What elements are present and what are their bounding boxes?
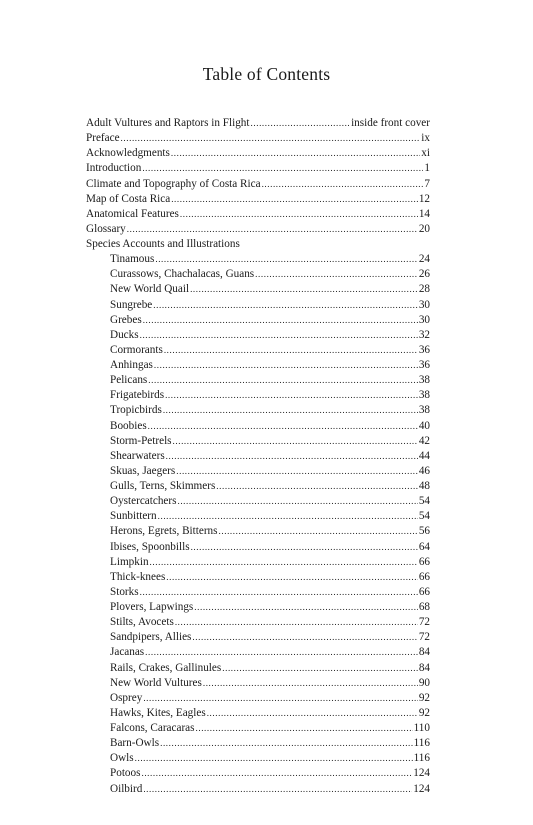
toc-page-number: 64: [418, 540, 430, 553]
dot-leader: [175, 615, 418, 630]
toc-subentry[interactable]: [86, 509, 430, 524]
toc-entry[interactable]: [86, 207, 430, 222]
toc-page-number: 12: [418, 192, 430, 205]
toc-page-number: 36: [418, 343, 430, 356]
toc-page-number: 30: [418, 313, 430, 326]
toc-page-number: 28: [418, 283, 430, 296]
toc-entry-label: Map of Costa Rica: [86, 192, 171, 205]
dot-leader: [192, 630, 417, 645]
dot-leader: [166, 570, 418, 585]
toc-page-number: 20: [418, 222, 430, 235]
toc-subentry[interactable]: [86, 479, 430, 494]
toc-entry[interactable]: [86, 161, 430, 176]
toc-subentry[interactable]: [86, 706, 430, 721]
toc-entry[interactable]: [86, 237, 430, 252]
toc-subentry[interactable]: [86, 267, 430, 282]
toc-entry-label: Preface: [86, 132, 120, 145]
dot-leader: [216, 479, 418, 494]
toc-entry-label: Limpkin: [110, 555, 149, 568]
toc-subentry[interactable]: [86, 419, 430, 434]
toc-entry-label: Jacanas: [110, 646, 145, 659]
dot-leader: [163, 403, 418, 418]
dot-leader: [145, 645, 418, 660]
toc-subentry[interactable]: [86, 282, 430, 297]
toc-page-number: 42: [418, 434, 430, 447]
toc-entry-label: Ibises, Spoonbills: [110, 540, 190, 553]
toc-page-number: xi: [421, 147, 430, 160]
toc-entry-label: Grebes: [110, 313, 142, 326]
toc-page-number: 26: [418, 268, 430, 281]
toc-page-number: 40: [418, 419, 430, 432]
toc-page-number: 54: [418, 495, 430, 508]
dot-leader: [196, 721, 413, 736]
toc-page-number: 56: [418, 525, 430, 538]
toc-page-number: 72: [418, 631, 430, 644]
toc-subentry[interactable]: [86, 343, 430, 358]
toc-entry-label: Tinamous: [110, 253, 155, 266]
toc-entry-label: Frigatebirds: [110, 389, 165, 402]
toc-page-number: 46: [418, 464, 430, 477]
toc-entry[interactable]: [86, 116, 430, 131]
dot-leader: [176, 464, 418, 479]
toc-subentry[interactable]: [86, 782, 430, 797]
toc-page-number: ix: [421, 132, 430, 145]
toc-entry-label: Osprey: [110, 691, 143, 704]
toc-subentry[interactable]: [86, 373, 430, 388]
dot-leader: [207, 706, 418, 721]
toc-entry-label: Tropicbirds: [110, 404, 162, 417]
toc-page-number: 38: [418, 374, 430, 387]
toc-entry-label: Oystercatchers: [110, 495, 177, 508]
toc-entry-label: New World Quail: [110, 283, 190, 296]
toc-page-number: 1: [424, 162, 430, 175]
toc-entry[interactable]: [86, 177, 430, 192]
toc-subentry[interactable]: [86, 555, 430, 570]
toc-subentry[interactable]: [86, 585, 430, 600]
toc-entry-label: Anatomical Features: [86, 207, 179, 220]
toc-page-number: 66: [418, 570, 430, 583]
dot-leader: [171, 146, 420, 161]
toc-page-number: inside front cover: [351, 117, 430, 129]
toc-page-number: 54: [418, 510, 430, 523]
toc-page-number: 68: [418, 601, 430, 613]
dot-leader: [219, 524, 418, 539]
dot-leader: [255, 267, 418, 282]
toc-subentry[interactable]: [86, 524, 430, 539]
toc-subentry[interactable]: [86, 766, 430, 781]
toc-entry-label: Sandpipers, Allies: [110, 631, 192, 644]
toc-page-number: 14: [418, 207, 430, 220]
toc-page-number: 84: [418, 646, 430, 659]
dot-leader: [155, 252, 417, 267]
toc-entry-label: Anhingas: [110, 359, 153, 371]
dot-leader: [222, 661, 418, 676]
toc-subentry[interactable]: [86, 313, 430, 328]
dot-leader: [251, 116, 351, 131]
toc-entry-label: Sungrebe: [110, 298, 153, 311]
dot-leader: [171, 192, 418, 207]
toc-page-number: 110: [413, 722, 430, 734]
dot-leader: [142, 161, 423, 176]
dot-leader: [173, 434, 418, 449]
toc-entry-label: Falcons, Caracaras: [110, 722, 195, 734]
dot-leader: [180, 207, 418, 222]
dot-leader: [194, 600, 418, 615]
toc-entry-label: Acknowledgments: [86, 147, 170, 160]
toc-page-number: 32: [418, 328, 430, 341]
toc-entry[interactable]: [86, 192, 430, 207]
toc-subentry[interactable]: [86, 630, 430, 645]
toc-entry-label: Plovers, Lapwings: [110, 601, 194, 613]
toc-entry-label: Adult Vultures and Raptors in Flight: [86, 117, 250, 129]
toc-page-number: 116: [413, 737, 430, 750]
toc-entry-label: New World Vultures: [110, 676, 202, 689]
toc-subentry[interactable]: [86, 751, 430, 766]
toc-entry-label: Sunbittern: [110, 510, 157, 523]
dot-leader: [127, 222, 418, 237]
toc-subentry[interactable]: [86, 449, 430, 464]
toc-entry-label: Thick-knees: [110, 570, 166, 583]
dot-leader: [148, 373, 418, 388]
toc-entry[interactable]: [86, 131, 430, 146]
dot-leader: [140, 328, 418, 343]
toc-subentry[interactable]: [86, 691, 430, 706]
toc-entry-label: Introduction: [86, 162, 142, 175]
table-of-contents: [86, 116, 430, 797]
toc-page-number: 38: [418, 389, 430, 402]
dot-leader: [141, 766, 412, 781]
dot-leader: [165, 388, 418, 403]
toc-entry-label: Stilts, Avocets: [110, 616, 174, 629]
toc-entry-label: Curassows, Chachalacas, Guans: [110, 268, 255, 281]
toc-entry-label: Ducks: [110, 328, 139, 341]
toc-subentry[interactable]: [86, 676, 430, 691]
toc-page-number: 48: [418, 480, 430, 492]
toc-entry-label: Storm-Petrels: [110, 434, 172, 447]
dot-leader: [153, 298, 418, 313]
toc-page-number: 38: [418, 404, 430, 417]
dot-leader: [143, 313, 418, 328]
toc-page-number: 72: [418, 616, 430, 629]
toc-entry-label: Hawks, Kites, Eagles: [110, 706, 206, 719]
toc-entry-label: Boobies: [110, 419, 147, 432]
dot-leader: [135, 751, 413, 766]
toc-subentry[interactable]: [86, 403, 430, 418]
toc-subentry[interactable]: [86, 570, 430, 585]
toc-page-number: 84: [418, 661, 430, 674]
dot-leader: [177, 494, 417, 509]
toc-subentry[interactable]: [86, 736, 430, 751]
toc-page-number: 7: [424, 177, 430, 190]
dot-leader: [121, 131, 421, 146]
toc-subentry[interactable]: [86, 252, 430, 267]
toc-entry-label: Species Accounts and Illustrations: [86, 238, 240, 250]
toc-subentry[interactable]: [86, 661, 430, 676]
dot-leader: [203, 676, 418, 691]
toc-subentry[interactable]: [86, 615, 430, 630]
toc-page-number: 30: [418, 298, 430, 311]
toc-page-number: 66: [418, 585, 430, 598]
toc-subentry[interactable]: [86, 645, 430, 660]
toc-entry[interactable]: [86, 146, 430, 161]
toc-entry-label: Gulls, Terns, Skimmers: [110, 480, 216, 492]
toc-subentry[interactable]: [86, 298, 430, 313]
toc-subentry[interactable]: [86, 328, 430, 343]
dot-leader: [190, 282, 418, 297]
toc-subentry[interactable]: [86, 540, 430, 555]
toc-page-number: 116: [413, 752, 430, 765]
toc-subentry[interactable]: [86, 721, 430, 736]
toc-page-number: 66: [418, 555, 430, 568]
dot-leader: [140, 585, 418, 600]
toc-entry-label: Owls: [110, 752, 134, 765]
toc-entry-label: Rails, Crakes, Gallinules: [110, 661, 222, 674]
toc-subentry[interactable]: [86, 388, 430, 403]
toc-subentry[interactable]: [86, 358, 430, 373]
dot-leader: [148, 419, 418, 434]
dot-leader: [143, 782, 412, 797]
toc-subentry[interactable]: [86, 464, 430, 479]
toc-page-number: 24: [418, 253, 430, 266]
toc-subentry[interactable]: [86, 494, 430, 509]
toc-entry-label: Climate and Topography of Costa Rica: [86, 177, 261, 190]
toc-page-number: 44: [418, 449, 430, 462]
toc-subentry[interactable]: [86, 600, 430, 615]
toc-entry-label: Shearwaters: [110, 449, 165, 462]
toc-page-number: 92: [418, 706, 430, 719]
toc-entry-label: Barn-Owls: [110, 737, 160, 750]
dot-leader: [166, 449, 418, 464]
toc-page-number: 124: [413, 782, 430, 795]
dot-leader: [150, 555, 418, 570]
dot-leader: [160, 736, 413, 751]
dot-leader: [262, 177, 424, 192]
toc-entry-label: Pelicans: [110, 374, 148, 387]
dot-leader: [164, 343, 418, 358]
toc-entry-label: Glossary: [86, 222, 126, 235]
toc-entry[interactable]: [86, 222, 430, 237]
toc-subentry[interactable]: [86, 434, 430, 449]
toc-page-number: 124: [413, 767, 430, 780]
toc-page-number: 92: [418, 691, 430, 704]
toc-page-number: 36: [418, 359, 430, 371]
dot-leader: [143, 691, 418, 706]
toc-page-number: 90: [418, 676, 430, 689]
page-title: Table of Contents: [202, 64, 331, 84]
toc-entry-label: Herons, Egrets, Bitterns: [110, 525, 218, 538]
toc-entry-label: Storks: [110, 585, 139, 598]
dot-leader: [154, 358, 418, 373]
toc-entry-label: Potoos: [110, 767, 141, 780]
dot-leader: [158, 509, 418, 524]
toc-entry-label: Skuas, Jaegers: [110, 464, 176, 477]
toc-entry-label: Cormorants: [110, 343, 163, 356]
toc-entry-label: Oilbird: [110, 782, 143, 795]
dot-leader: [191, 540, 418, 555]
